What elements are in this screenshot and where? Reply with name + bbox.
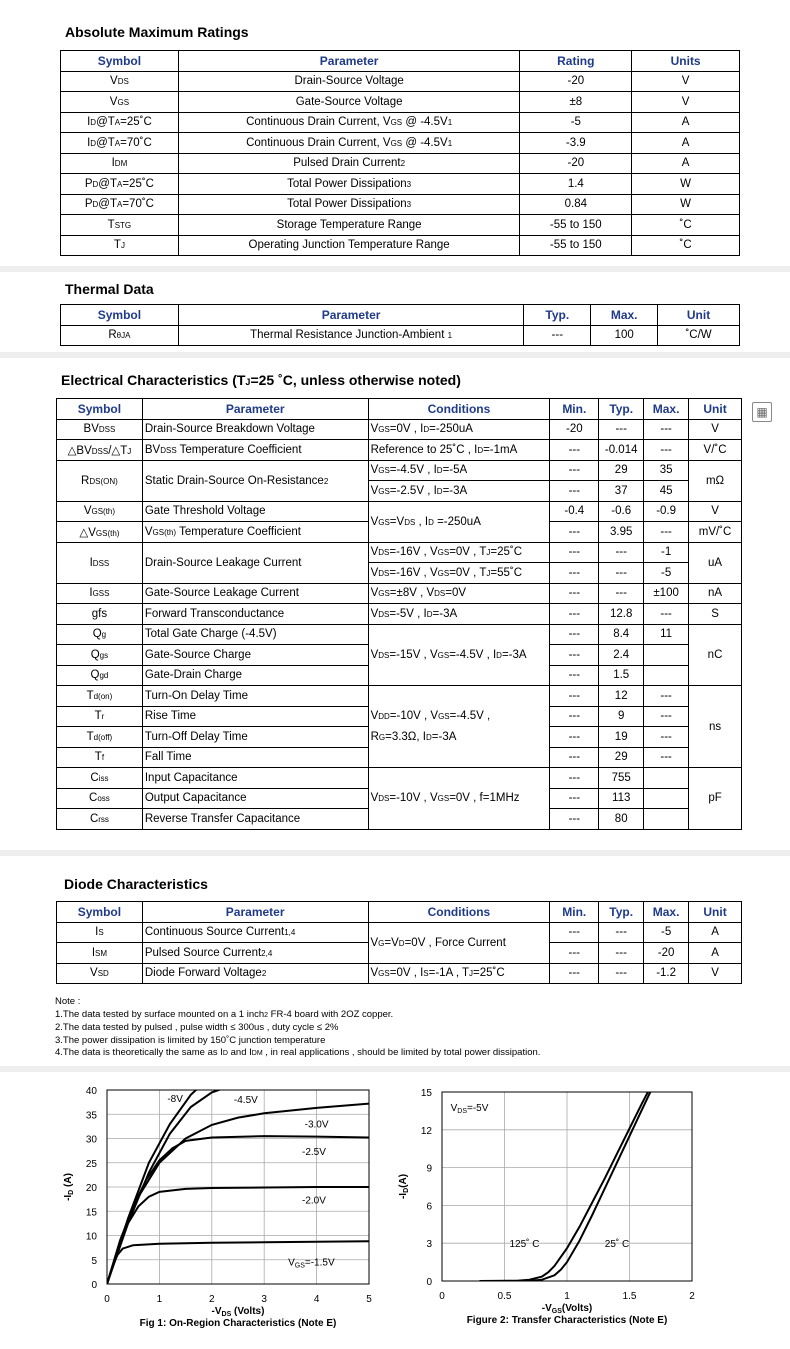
elec-cond: VGS=VDS , ID =-250uA xyxy=(368,501,550,542)
abs-row xyxy=(61,71,740,92)
elec-typ: --- xyxy=(599,542,644,563)
abs-param: Operating Junction Temperature Range xyxy=(178,235,520,256)
transfer-chart xyxy=(400,1078,710,1338)
diode-col-header: Min. xyxy=(550,902,599,923)
thermal-unit: ˚C/W xyxy=(658,325,740,346)
elec-param: VGS(th) Temperature Coefficient xyxy=(142,522,368,543)
elec-symbol: RDS(ON) xyxy=(57,460,143,501)
elec-typ: 29 xyxy=(599,747,644,768)
elec-typ: 12.8 xyxy=(599,604,644,625)
notes xyxy=(55,996,540,1061)
elec-max: -0.9 xyxy=(644,501,689,522)
elec-max: 35 xyxy=(644,460,689,481)
diode-param: Continuous Source Current1,4 xyxy=(142,922,368,943)
diode-max: -5 xyxy=(644,922,689,943)
elec-max xyxy=(644,809,689,830)
grid-icon[interactable]: ▦ xyxy=(752,402,772,422)
diode-typ: --- xyxy=(599,963,644,984)
thermal-col-header: Symbol xyxy=(61,305,179,326)
y-tick-label: 0 xyxy=(91,1280,97,1291)
abs-symbol: VDS xyxy=(61,71,179,92)
elec-min: --- xyxy=(550,604,599,625)
abs-unit: W xyxy=(632,194,740,215)
elec-min: --- xyxy=(550,809,599,830)
elec-cond: VDS=-16V , VGS=0V , TJ=25˚C xyxy=(368,542,550,563)
note-line: 2.The data tested by pulsed , pulse width ≤ 300us , duty cycle ≤ 2% xyxy=(55,1022,339,1034)
elec-symbol: IDSS xyxy=(57,542,143,583)
diode-min: --- xyxy=(550,943,599,964)
elec-unit: V/˚C xyxy=(689,440,742,461)
elec-symbol: IGSS xyxy=(57,583,143,604)
y-tick-label: 0 xyxy=(426,1277,432,1288)
elec-typ: 12 xyxy=(599,686,644,707)
series-label: 25˚ C xyxy=(604,1238,630,1250)
elec-min: --- xyxy=(550,542,599,563)
elec-param: Drain-Source Breakdown Voltage xyxy=(142,419,368,440)
x-tick-label: 1 xyxy=(156,1294,163,1305)
abs-row xyxy=(61,235,740,256)
elec-param: Total Gate Charge (-4.5V) xyxy=(142,624,368,645)
elec-max: --- xyxy=(644,747,689,768)
elec-max: --- xyxy=(644,686,689,707)
elec-param: Drain-Source Leakage Current xyxy=(142,542,368,583)
elec-symbol: Ciss xyxy=(57,768,143,789)
y-tick-label: 15 xyxy=(420,1088,432,1099)
thermal-param: Thermal Resistance Junction-Ambient 1 xyxy=(178,325,524,346)
x-axis-label: $-V_{GS}(Volts)$ xyxy=(541,1303,593,1315)
diode-col-header: Parameter xyxy=(142,902,368,923)
elec-max: 11 xyxy=(644,624,689,645)
elec-max: 45 xyxy=(644,481,689,502)
elec-max: --- xyxy=(644,706,689,727)
elec-typ: 3.95 xyxy=(599,522,644,543)
x-tick-label: 2 xyxy=(209,1294,215,1305)
elec-min: --- xyxy=(550,706,599,727)
series-line xyxy=(107,1085,233,1284)
elec-symbol: Qgs xyxy=(57,645,143,666)
diode-min: --- xyxy=(550,963,599,984)
y-tick-label: 12 xyxy=(420,1125,432,1137)
thermal-max: 100 xyxy=(591,325,658,346)
abs-param: Total Power Dissipation3 xyxy=(178,194,520,215)
diode-param: Pulsed Source Current2,4 xyxy=(142,943,368,964)
thermal-row xyxy=(61,325,740,346)
elec-cond: VGS=-4.5V , ID=-5A xyxy=(368,460,550,481)
thermal-col-header: Max. xyxy=(591,305,658,326)
elec-typ: --- xyxy=(599,583,644,604)
abs-rating: 1.4 xyxy=(520,174,632,195)
elec-col-header: Symbol xyxy=(57,399,143,420)
diode-unit: A xyxy=(689,943,742,964)
elec-symbol: Qg xyxy=(57,624,143,645)
elec-typ: 37 xyxy=(599,481,644,502)
y-tick-label: 10 xyxy=(85,1231,97,1243)
thermal-col-header: Unit xyxy=(658,305,740,326)
diode-cond: VG=VD=0V , Force Current xyxy=(368,922,550,963)
thermal-typ: --- xyxy=(524,325,591,346)
diode-unit: V xyxy=(689,963,742,984)
elec-symbol: Qgd xyxy=(57,665,143,686)
abs-symbol: TSTG xyxy=(61,215,179,236)
note-line: 4.The data is theoretically the same as ID and IDM , in real applications , should be limited by total power dissipation. xyxy=(55,1047,541,1059)
x-axis-label: $-V_{DS}$ (Volts) xyxy=(211,1306,265,1318)
elec-symbol: VGS(th) xyxy=(57,501,143,522)
abs-col-header: Rating xyxy=(520,51,632,72)
series-label: -8V xyxy=(167,1094,183,1106)
abs-symbol: ID@TA=70˚C xyxy=(61,133,179,154)
elec-typ: 1.5 xyxy=(599,665,644,686)
x-tick-label: 1 xyxy=(564,1291,570,1302)
elec-max xyxy=(644,768,689,789)
abs-param: Continuous Drain Current, VGS @ -4.5V1 xyxy=(178,112,520,133)
elec-param: Rise Time xyxy=(142,706,368,727)
y-tick-label: 25 xyxy=(85,1158,97,1170)
elec-typ: 8.4 xyxy=(599,624,644,645)
elec-min: --- xyxy=(550,481,599,502)
elec-max: -1 xyxy=(644,542,689,563)
elec-col-header: Conditions xyxy=(368,399,550,420)
abs-rating: -55 to 150 xyxy=(520,235,632,256)
elec-param: Gate-Drain Charge xyxy=(142,665,368,686)
abs-symbol: PD@TA=70˚C xyxy=(61,194,179,215)
elec-unit: mΩ xyxy=(689,460,742,501)
elec-max xyxy=(644,788,689,809)
elec-cond: VGS=-2.5V , ID=-3A xyxy=(368,481,550,502)
elec-typ: -0.6 xyxy=(599,501,644,522)
abs-rating: 0.84 xyxy=(520,194,632,215)
series-label: -2.0V xyxy=(302,1195,326,1207)
abs-col-header: Units xyxy=(632,51,740,72)
abs-col-header: Parameter xyxy=(178,51,520,72)
y-tick-label: 30 xyxy=(85,1134,97,1146)
elec-min: --- xyxy=(550,665,599,686)
diode-table xyxy=(56,901,742,984)
x-tick-label: 0.5 xyxy=(497,1291,512,1302)
diode-col-header: Typ. xyxy=(599,902,644,923)
chart-title: Figure 2: Transfer Characteristics (Note E) xyxy=(466,1315,668,1326)
thermal-table xyxy=(60,304,740,346)
diode-col-header: Conditions xyxy=(368,902,550,923)
abs-row xyxy=(61,92,740,113)
thermal-col-header: Parameter xyxy=(178,305,524,326)
y-tick-label: 9 xyxy=(426,1163,432,1175)
note-line: 3.The power dissipation is limited by 150˚C junction temperature xyxy=(55,1034,326,1046)
elec-unit: ns xyxy=(689,686,742,768)
elec-param: Gate Threshold Voltage xyxy=(142,501,368,522)
abs-row xyxy=(61,153,740,174)
x-tick-label: 4 xyxy=(313,1294,320,1305)
abs-rating: -5 xyxy=(520,112,632,133)
elec-min: --- xyxy=(550,727,599,748)
abs-param: Gate-Source Voltage xyxy=(178,92,520,113)
elec-unit: pF xyxy=(689,768,742,830)
separator xyxy=(0,850,790,856)
diode-title: Diode Characteristics xyxy=(64,876,208,892)
abs-rating: ±8 xyxy=(520,92,632,113)
elec-symbol: Tr xyxy=(57,706,143,727)
elec-col-header: Max. xyxy=(644,399,689,420)
abs-symbol: VGS xyxy=(61,92,179,113)
elec-param: BVDSS Temperature Coefficient xyxy=(142,440,368,461)
elec-typ: 9 xyxy=(599,706,644,727)
diode-symbol: ISM xyxy=(57,943,143,964)
diode-unit: A xyxy=(689,922,742,943)
series-label: -3.0V xyxy=(304,1119,329,1131)
elec-min: --- xyxy=(550,563,599,584)
elec-symbol: Td(on) xyxy=(57,686,143,707)
diode-typ: --- xyxy=(599,943,644,964)
abs-symbol: IDM xyxy=(61,153,179,174)
abs-param: Storage Temperature Range xyxy=(178,215,520,236)
elec-symbol: gfs xyxy=(57,604,143,625)
elec-unit: uA xyxy=(689,542,742,583)
diode-typ: --- xyxy=(599,922,644,943)
elec-param: Gate-Source Charge xyxy=(142,645,368,666)
thermal-title: Thermal Data xyxy=(65,281,154,297)
y-tick-label: 35 xyxy=(85,1110,97,1122)
abs-rating: -55 to 150 xyxy=(520,215,632,236)
elec-typ: --- xyxy=(599,563,644,584)
abs-param: Pulsed Drain Current2 xyxy=(178,153,520,174)
elec-symbol: BVDSS xyxy=(57,419,143,440)
chart-title: Fig 1: On-Region Characteristics (Note E) xyxy=(139,1318,337,1329)
elec-max xyxy=(644,645,689,666)
elec-typ: 113 xyxy=(599,788,644,809)
abs-title: Absolute Maximum Ratings xyxy=(65,24,249,40)
elec-cond: Reference to 25˚C , ID=-1mA xyxy=(368,440,550,461)
elec-symbol: Td(off) xyxy=(57,727,143,748)
diode-symbol: IS xyxy=(57,922,143,943)
elec-unit: S xyxy=(689,604,742,625)
elec-max: --- xyxy=(644,727,689,748)
thermal-symbol: RθJA xyxy=(61,325,179,346)
elec-min: --- xyxy=(550,768,599,789)
elec-min: --- xyxy=(550,583,599,604)
abs-unit: W xyxy=(632,174,740,195)
elec-min: -0.4 xyxy=(550,501,599,522)
y-tick-label: 5 xyxy=(91,1255,97,1267)
abs-row xyxy=(61,133,740,154)
elec-max xyxy=(644,665,689,686)
elec-max: --- xyxy=(644,604,689,625)
diode-param: Diode Forward Voltage2 xyxy=(142,963,368,984)
elec-unit: mV/˚C xyxy=(689,522,742,543)
elec-title xyxy=(61,372,461,388)
elec-symbol: △VGS(th) xyxy=(57,522,143,543)
abs-row xyxy=(61,215,740,236)
elec-cond: VDS=-10V , VGS=0V , f=1MHz xyxy=(368,768,550,830)
elec-cond: VDS=-5V , ID=-3A xyxy=(368,604,550,625)
y-axis-label: $-I_D(A)$ xyxy=(398,1173,410,1200)
elec-param: Reverse Transfer Capacitance xyxy=(142,809,368,830)
diode-max: -20 xyxy=(644,943,689,964)
abs-row xyxy=(61,174,740,195)
abs-unit: ˚C xyxy=(632,235,740,256)
series-label: $V_{DS}=-5V$ xyxy=(450,1102,489,1115)
separator xyxy=(0,266,790,272)
elec-unit: nC xyxy=(689,624,742,686)
y-axis-label: $-I_D$ (A) xyxy=(63,1173,75,1201)
elec-symbol: Tf xyxy=(57,747,143,768)
elec-typ: 19 xyxy=(599,727,644,748)
y-tick-label: 20 xyxy=(85,1183,97,1194)
diode-col-header: Max. xyxy=(644,902,689,923)
elec-max: --- xyxy=(644,522,689,543)
elec-symbol: Crss xyxy=(57,809,143,830)
x-tick-label: 0 xyxy=(439,1291,445,1302)
abs-table xyxy=(60,50,740,256)
x-tick-label: 1.5 xyxy=(622,1291,637,1302)
elec-typ: 80 xyxy=(599,809,644,830)
elec-min: --- xyxy=(550,522,599,543)
elec-col-header: Typ. xyxy=(599,399,644,420)
diode-col-header: Unit xyxy=(689,902,742,923)
abs-unit: V xyxy=(632,92,740,113)
abs-symbol: ID@TA=25˚C xyxy=(61,112,179,133)
elec-col-header: Unit xyxy=(689,399,742,420)
abs-rating: -20 xyxy=(520,71,632,92)
x-tick-label: 5 xyxy=(366,1294,372,1305)
elec-unit: V xyxy=(689,419,742,440)
elec-param: Static Drain-Source On-Resistance2 xyxy=(142,460,368,501)
elec-max: --- xyxy=(644,419,689,440)
series-label: -2.5V xyxy=(302,1146,326,1158)
elec-unit: V xyxy=(689,501,742,522)
x-tick-label: 0 xyxy=(104,1294,110,1305)
elec-cond: VDD=-10V , VGS=-4.5V , RG=3.3Ω, ID=-3A xyxy=(368,686,550,768)
elec-param: Output Capacitance xyxy=(142,788,368,809)
separator xyxy=(0,1066,790,1072)
y-tick-label: 6 xyxy=(426,1201,432,1213)
elec-max: ±100 xyxy=(644,583,689,604)
elec-typ: 2.4 xyxy=(599,645,644,666)
on-region-chart xyxy=(60,1078,390,1338)
elec-param: Turn-On Delay Time xyxy=(142,686,368,707)
abs-unit: V xyxy=(632,71,740,92)
abs-row xyxy=(61,194,740,215)
y-tick-label: 15 xyxy=(85,1207,97,1219)
elec-cond: VDS=-15V , VGS=-4.5V , ID=-3A xyxy=(368,624,550,686)
elec-param: Gate-Source Leakage Current xyxy=(142,583,368,604)
series-line xyxy=(107,1080,207,1284)
abs-symbol: PD@TA=25˚C xyxy=(61,174,179,195)
abs-param: Continuous Drain Current, VGS @ -4.5V1 xyxy=(178,133,520,154)
elec-title-text: Electrical Characteristics (TJ=25 ˚C, unless otherwise noted) xyxy=(61,372,461,388)
elec-min: --- xyxy=(550,624,599,645)
elec-typ: 29 xyxy=(599,460,644,481)
elec-min: --- xyxy=(550,440,599,461)
elec-cond: VGS=0V , ID=-250uA xyxy=(368,419,550,440)
y-tick-label: 3 xyxy=(426,1239,432,1251)
separator xyxy=(0,352,790,358)
abs-unit: A xyxy=(632,112,740,133)
diode-min: --- xyxy=(550,922,599,943)
elec-typ: -0.014 xyxy=(599,440,644,461)
elec-min: -20 xyxy=(550,419,599,440)
series-label: -4.5V xyxy=(233,1095,258,1107)
series-label: $V_{GS}=-1.5V$ xyxy=(288,1257,335,1270)
elec-max: --- xyxy=(644,440,689,461)
elec-max: -5 xyxy=(644,563,689,584)
elec-param: Fall Time xyxy=(142,747,368,768)
diode-max: -1.2 xyxy=(644,963,689,984)
elec-col-header: Min. xyxy=(550,399,599,420)
diode-col-header: Symbol xyxy=(57,902,143,923)
elec-cond: VGS=±8V , VDS=0V xyxy=(368,583,550,604)
elec-min: --- xyxy=(550,686,599,707)
elec-min: --- xyxy=(550,788,599,809)
elec-typ: --- xyxy=(599,419,644,440)
abs-param: Total Power Dissipation3 xyxy=(178,174,520,195)
elec-symbol: △BVDSS/△TJ xyxy=(57,440,143,461)
abs-symbol: TJ xyxy=(61,235,179,256)
elec-table xyxy=(56,398,742,830)
elec-col-header: Parameter xyxy=(142,399,368,420)
abs-row xyxy=(61,112,740,133)
thermal-col-header: Typ. xyxy=(524,305,591,326)
elec-symbol: Coss xyxy=(57,788,143,809)
elec-param: Input Capacitance xyxy=(142,768,368,789)
diode-symbol: VSD xyxy=(57,963,143,984)
elec-param: Forward Transconductance xyxy=(142,604,368,625)
elec-typ: 755 xyxy=(599,768,644,789)
abs-rating: -3.9 xyxy=(520,133,632,154)
series-label: 125˚ C xyxy=(509,1238,540,1250)
abs-unit: A xyxy=(632,153,740,174)
abs-col-header: Symbol xyxy=(61,51,179,72)
x-tick-label: 2 xyxy=(689,1291,695,1302)
abs-unit: A xyxy=(632,133,740,154)
abs-unit: ˚C xyxy=(632,215,740,236)
x-tick-label: 3 xyxy=(261,1294,267,1305)
diode-cond: VGS=0V , IS=-1A , TJ=25˚C xyxy=(368,963,550,984)
note-line: 1.The data tested by surface mounted on a 1 inch2 FR-4 board with 2OZ copper. xyxy=(55,1008,394,1020)
elec-min: --- xyxy=(550,645,599,666)
abs-param: Drain-Source Voltage xyxy=(178,71,520,92)
elec-min: --- xyxy=(550,460,599,481)
elec-param: Turn-Off Delay Time xyxy=(142,727,368,748)
elec-min: --- xyxy=(550,747,599,768)
note-line: Note : xyxy=(55,996,81,1007)
abs-rating: -20 xyxy=(520,153,632,174)
elec-cond: VDS=-16V , VGS=0V , TJ=55˚C xyxy=(368,563,550,584)
y-tick-label: 40 xyxy=(85,1086,97,1097)
elec-unit: nA xyxy=(689,583,742,604)
